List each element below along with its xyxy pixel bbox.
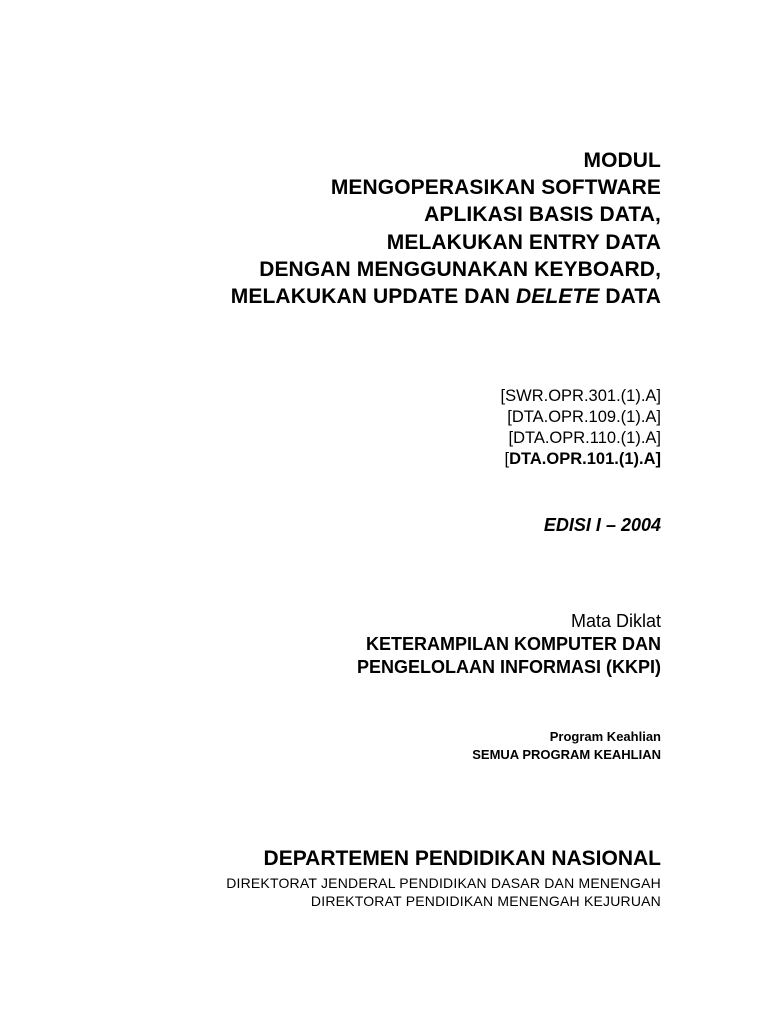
directorate-line-2: DIREKTORAT PENDIDIKAN MENENGAH KEJURUAN xyxy=(310,893,661,909)
subject-section xyxy=(357,610,661,679)
module-title xyxy=(231,147,661,310)
competency-code-4-bracket: [ xyxy=(504,450,510,468)
title-line-6-prefix: MELAKUKAN UPDATE DAN xyxy=(230,285,516,309)
program-label: Program Keahlian xyxy=(549,729,661,744)
competency-code-2: [DTA.OPR.109.(1).A] xyxy=(507,408,661,426)
competency-code-4 xyxy=(501,449,661,470)
title-line-4: MELAKUKAN ENTRY DATA xyxy=(386,230,661,254)
subject-name-line-2: PENGELOLAAN INFORMASI (KKPI) xyxy=(357,657,661,677)
department-name: DEPARTEMEN PENDIDIKAN NASIONAL xyxy=(263,847,661,870)
subject-label: Mata Diklat xyxy=(570,611,661,631)
competency-codes xyxy=(501,386,661,470)
title-line-2: MENGOPERASIKAN SOFTWARE xyxy=(330,176,661,200)
competency-code-1: [SWR.OPR.301.(1).A] xyxy=(500,387,661,405)
edition-label: EDISI I – 2004 xyxy=(543,515,661,535)
directorate-line-1: DIREKTORAT JENDERAL PENDIDIKAN DASAR DAN MENENGAH xyxy=(226,875,661,891)
title-line-6-suffix: DATA xyxy=(599,285,661,309)
competency-code-4-bold: DTA.OPR.101.(1).A] xyxy=(509,450,661,468)
program-section xyxy=(472,728,661,764)
competency-code-3: [DTA.OPR.110.(1).A] xyxy=(508,429,661,447)
title-line-1: MODUL xyxy=(583,149,661,172)
title-line-5: DENGAN MENGGUNAKAN KEYBOARD, xyxy=(259,257,661,281)
program-value: SEMUA PROGRAM KEAHLIAN xyxy=(472,747,661,762)
title-line-6-italic: DELETE xyxy=(516,285,600,309)
subject-name-line-1: KETERAMPILAN KOMPUTER DAN xyxy=(366,634,661,654)
directorate-section xyxy=(226,874,661,910)
title-line-6 xyxy=(231,283,661,310)
title-line-3: APLIKASI BASIS DATA, xyxy=(424,203,661,227)
